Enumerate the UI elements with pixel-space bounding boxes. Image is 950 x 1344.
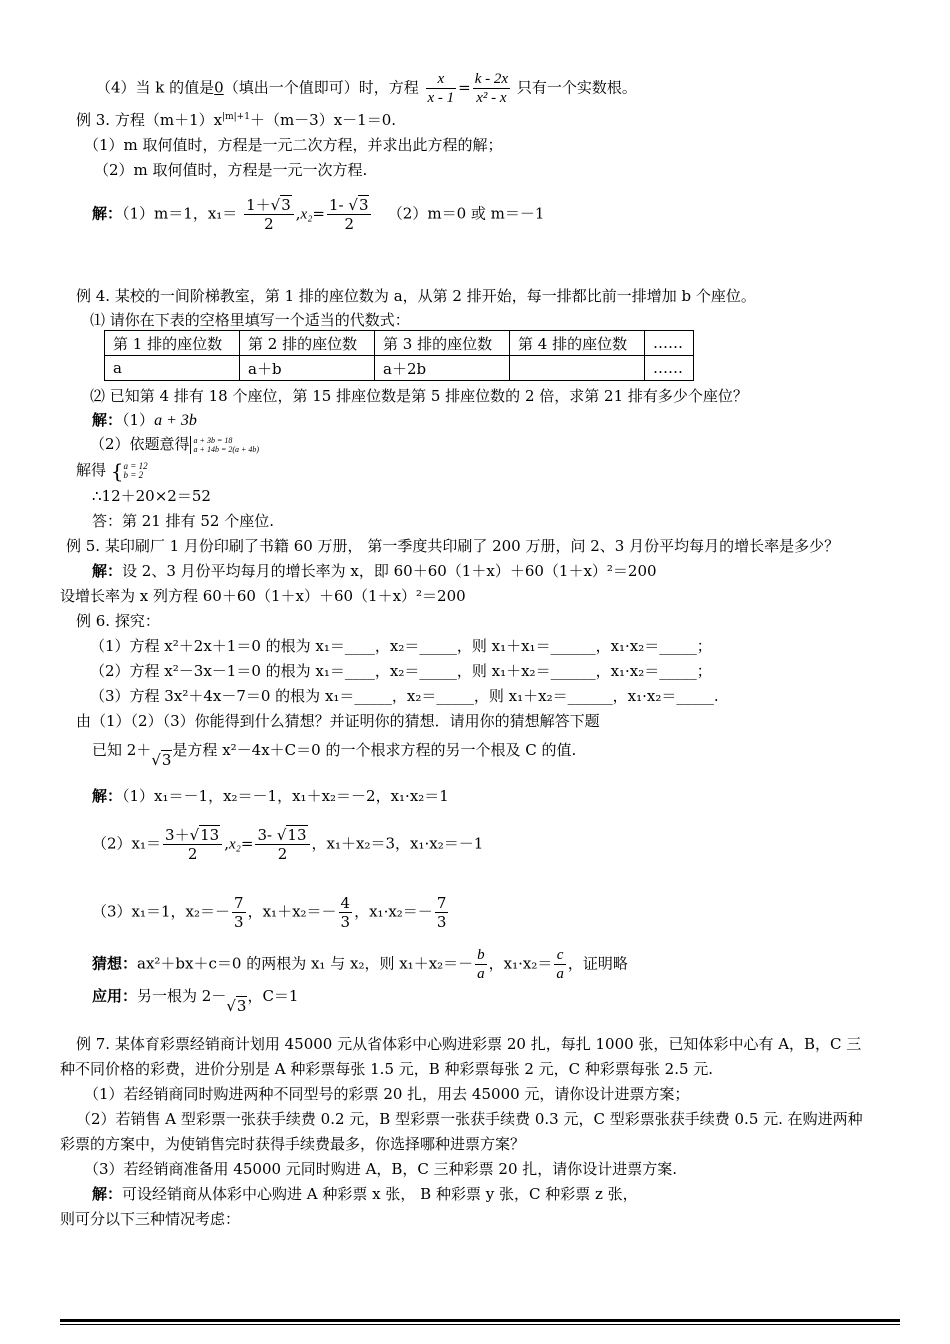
seat-table [104,330,694,381]
fraction: $\frac{1+√3}{2}$ [244,196,294,233]
solution-label: 解： [92,204,123,223]
fraction: $\frac{c}{a}$ [556,947,564,982]
ex7-line1: 例 7. 某体育彩票经销商计划用 45000 元从省体彩中心购进彩票 20 扎，每扎 1000 张，已知体彩中心有 A，B，C 三 [76,1035,862,1053]
ex4-sol1: 解：（1）a + 3b [92,411,197,429]
fraction: $\frac{3- √13}{2}$ [255,826,309,863]
table-cell: …… [645,356,694,381]
ex5-title: 例 5. 某印刷厂 1 月份印刷了书籍 60 万册， 第一季度共印刷了 200 万册，问 2、3 月份平均每月的增长率是多少？ [66,537,840,555]
ex4-answer: 答：第 21 排有 52 个座位. [92,512,275,530]
fraction: $\frac{4}{3}$ [340,894,351,931]
ex5-solution-2: 设增长率为 x 列方程 60＋60（1＋x）＋60（1＋x）²＝200 [60,587,466,605]
ex4-solve: 解得 { a = 12 b = 2 [76,459,148,483]
table-header: 第 1 排的座位数 [105,331,240,356]
ex6-given: 已知 2＋√3是方程 x²－4x＋C＝0 的一个根求方程的另一个根及 C 的值. [92,741,577,769]
ex6-sol3: （3）x₁＝1，x₂＝－ $\frac{7}{3}$ ，x₁＋x₂＝－ $\frac{4}{3}$ ，x₁·x₂＝－ $\frac{7}{3}$ [92,894,447,931]
solution-label: 解： [92,787,123,805]
ex7-solution-2: 则可分以下三种情况考虑： [60,1210,241,1228]
ex6-guess: 猜想：ax²＋bx＋c＝0 的两根为 x₁ 与 x₂，则 x₁＋x₂＝－ $\frac{b}{a}$ ，x₁·x₂＝ $\frac{c}{a}$ ，证明略 [92,947,628,982]
ex3-q2: （2）m 取何值时，方程是一元一次方程. [94,161,368,179]
solution-label: 解： [92,1185,123,1203]
footer-rule-thick [60,1319,900,1322]
table-cell: a＋2b [375,356,510,381]
q4-prefix: （4）当 k 的值是 [96,78,215,97]
ex6-q3: （3）方程 3x²＋4x－7＝0 的根为 x₁＝_____，x₂＝_____，则 x₁＋x₂＝______，x₁·x₂＝_____. [90,687,719,705]
ex6-q1: （1）方程 x²＋2x＋1＝0 的根为 x₁＝____，x₂＝_____，则 x₁＋x₁＝______，x₁·x₂＝_____； [90,637,712,655]
q4-suffix: 只有一个实数根。 [516,78,637,97]
apply-label: 应用： [92,987,138,1005]
ex3-title: 例 3. 方程$(m+1)x^{|m|+1}+(m-3)x-1=0$. [76,111,397,129]
table-header: 第 4 排的座位数 [510,331,645,356]
fraction: $\frac{1- √3}{2}$ [327,196,372,233]
table-row [105,356,694,381]
ex6-guess-prompt: 由（1）（2）（3）你能得到什么猜想？并证明你的猜想．请用你的猜想解答下题 [76,712,600,730]
fraction: $\frac{7}{3}$ [234,894,244,931]
ex7-q1: （1）若经销商同时购进两种不同型号的彩票 20 扎，用去 45000 元，请你设计进票方案； [84,1085,690,1103]
solution-label: 解： [92,562,123,580]
table-header: 第 3 排的座位数 [375,331,510,356]
ex3-q1: （1）m 取何值时，方程是一元二次方程，并求出此方程的解； [84,136,503,154]
ex4-q2: ⑵ 已知第 4 排有 18 个座位，第 15 排座位数是第 5 排座位数的 2 倍，求第 21 排有多少个座位？ [90,387,748,405]
fraction: $\frac{x}{x - 1}$ [427,71,455,106]
table-header: 第 2 排的座位数 [240,331,375,356]
q4-line [96,70,637,107]
table-cell [510,356,645,381]
ex6-sol2: （2）x₁＝ $\frac{3+√13}{2}$ ,x₂= $\frac{3- √13}{2}$ ，x₁＋x₂＝3，x₁·x₂＝－1 [92,826,484,863]
fraction: $\frac{3+√13}{2}$ [163,826,222,863]
ex6-apply: 应用：另一根为 2－√3，C＝1 [92,987,299,1015]
solved-system: a = 12 b = 2 [123,461,148,480]
ex7-solution: 解：可设经销商从体彩中心购进 A 种彩票 x 张， B 种彩票 y 张，C 种彩票 z 张， [92,1185,638,1203]
table-header-row [105,331,694,356]
table-cell: a＋b [240,356,375,381]
ex4-title: 例 4. 某校的一间阶梯教室，第 1 排的座位数为 a，从第 2 排开始，每一排都比前一排增加 b 个座位。 [76,287,756,305]
footer-rule-thin [60,1324,900,1325]
ex4-sol2: （2）依题意得 a + 3b = 18 a + 14b = 2(a + 4b) [90,435,260,454]
ex6-sol1: 解：（1）x₁＝－1，x₂＝－1，x₁＋x₂＝－2，x₁·x₂＝1 [92,787,449,805]
ex5-solution: 解：设 2、3 月份平均每月的增长率为 x，即 60＋60（1＋x）＋60（1＋x）²＝200 [92,562,657,580]
ex4-q1: ⑴ 请你在下表的空格里填写一个适当的代数式： [90,311,410,329]
ex7-q3: （3）若经销商准备用 45000 元同时购进 A，B，C 三种彩票 20 扎，请你设计进票方案. [84,1160,678,1178]
equals-sign: = [458,78,471,97]
q4-middle: （填出一个值即可）时，方程 [223,78,419,97]
guess-label: 猜想： [92,954,138,973]
ex6-q2: （2）方程 x²－3x－1＝0 的根为 x₁＝____，x₂＝_____，则 x₁＋x₂＝______，x₁·x₂＝_____； [90,662,712,680]
fraction: $\frac{7}{3}$ [436,894,447,931]
q4-answer: 0 [214,78,224,97]
ex6-title: 例 6. 探究： [76,612,160,630]
ex7-q2b: 彩票的方案中，为使销售完时获得手续费最多，你选择哪种进票方案？ [60,1135,526,1153]
fraction: $\frac{b}{a}$ [477,947,485,982]
table-header: …… [645,331,694,356]
fraction: $\frac{k - 2x}{\text{x² - x}}$ [474,71,509,106]
ex7-q2a: （2）若销售 A 型彩票一张获手续费 0.2 元，B 型彩票一张获手续费 0.3 元，C 型彩票张获手续费 0.5 元. 在购进两种 [76,1110,863,1128]
ex7-line2: 种不同价格的彩费，进价分别是 A 种彩票每张 1.5 元，B 种彩票每张 2 元，C 种彩票每张 2.5 元. [60,1060,714,1078]
table-cell: a [105,356,240,381]
equation-system: a + 3b = 18 a + 14b = 2(a + 4b) [190,436,260,454]
solution-label: 解： [92,411,123,429]
ex4-calc: ∴12＋20×2＝52 [92,487,211,505]
ex3-solution: 解：（1）m＝1，x₁＝ $\frac{1+√3}{2}$ ,x₂= $\frac{1- √3}{2}$ （2）m＝0 或 m＝－1 [92,196,545,233]
